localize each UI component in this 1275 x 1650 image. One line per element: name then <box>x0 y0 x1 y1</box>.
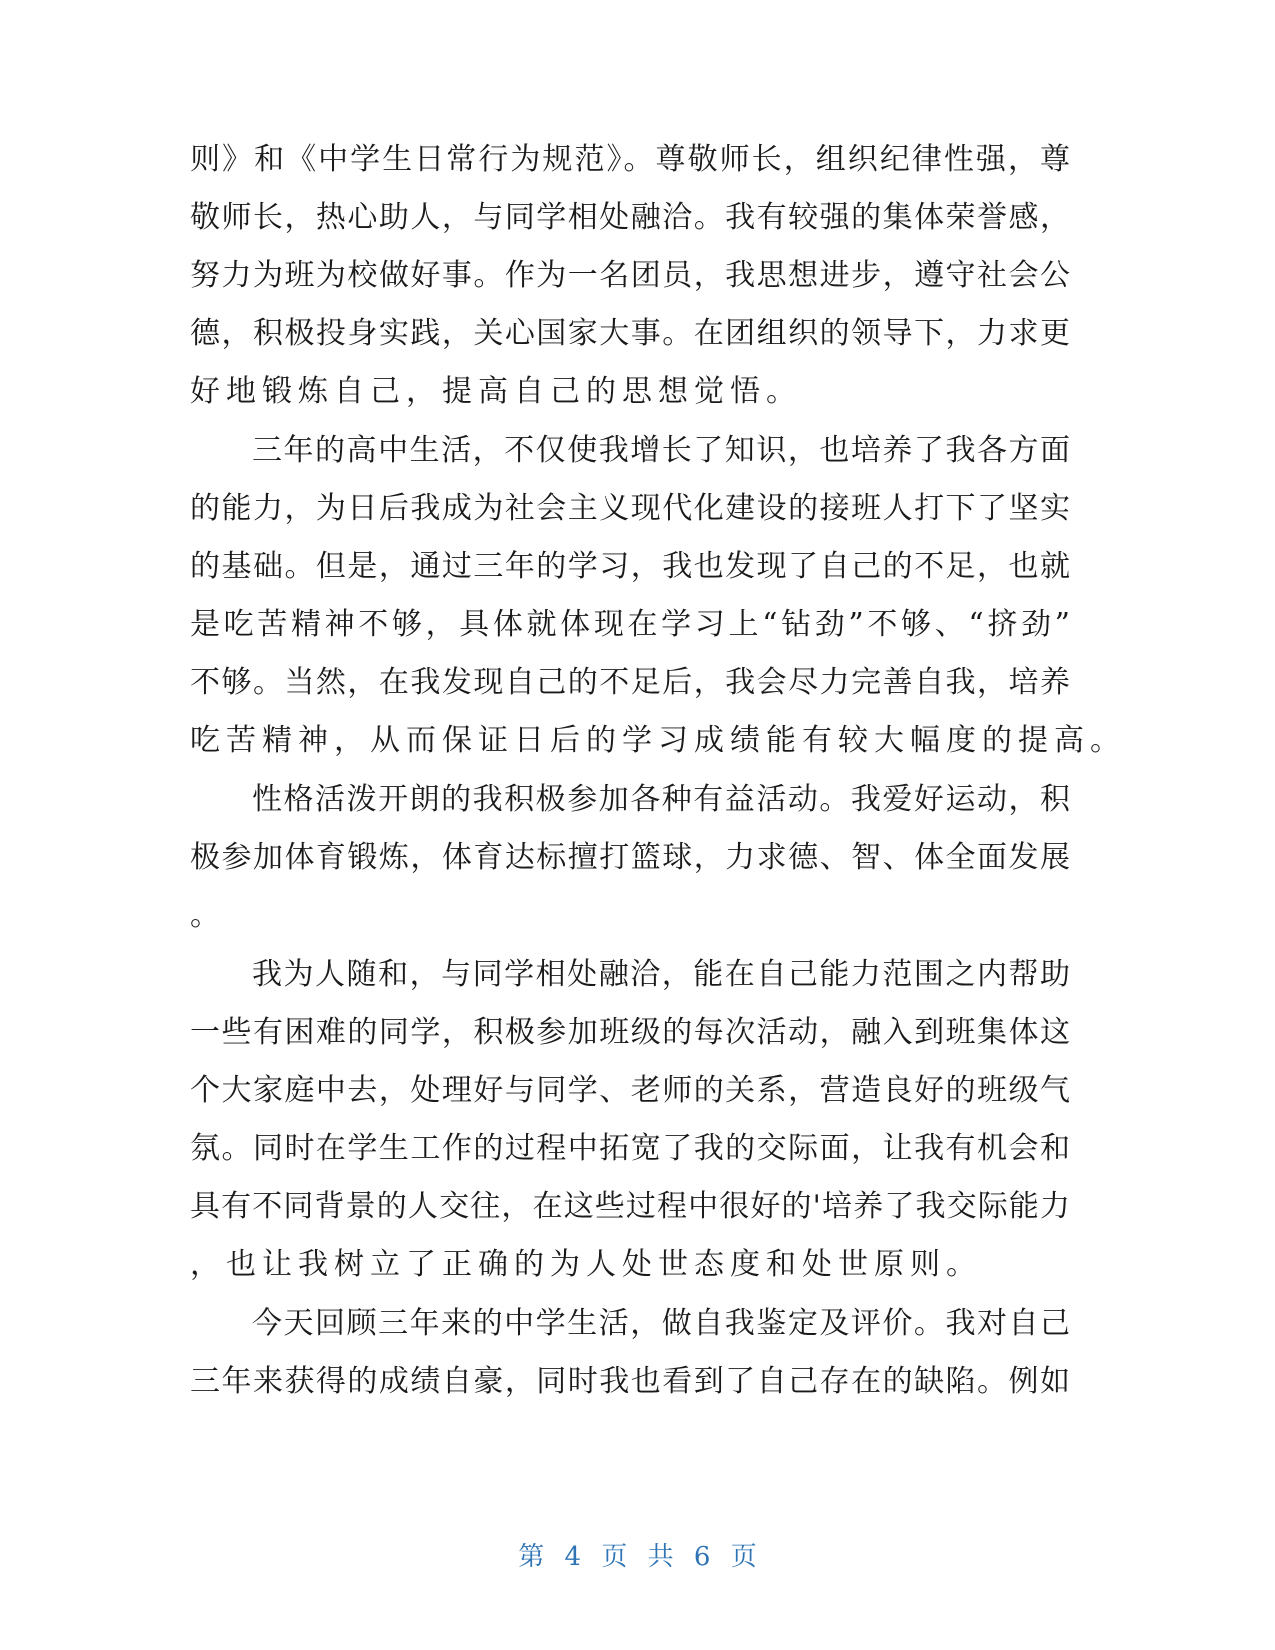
text-line: 努力为班为校做好事。作为一名团员，我思想进步，遵守社会公 <box>190 258 1070 293</box>
text-line: 。 <box>190 898 226 933</box>
paragraph-first-line: 我为人随和，与同学相处融洽，能在自己能力范围之内帮助 <box>252 957 1070 992</box>
text-line: 一些有困难的同学，积极参加班级的每次活动，融入到班集体这 <box>190 1015 1070 1050</box>
text-line: ，也让我树立了正确的为人处世态度和处世原则。 <box>190 1247 982 1282</box>
text-line: 是吃苦精神不够，具体就体现在学习上“钻劲”不够、“挤劲” <box>190 607 1070 642</box>
paragraph-first-line: 今天回顾三年来的中学生活，做自我鉴定及评价。我对自己 <box>252 1306 1070 1341</box>
text-line: 吃苦精神，从而保证日后的学习成绩能有较大幅度的提高。 <box>190 723 1126 758</box>
page-number-footer: 第 4 页 共 6 页 <box>518 1542 757 1572</box>
text-line: 好地锻炼自己，提高自己的思想觉悟。 <box>190 374 802 409</box>
paragraph-first-line: 性格活泼开朗的我积极参加各种有益活动。我爱好运动，积 <box>252 782 1070 817</box>
text-line: 敬师长，热心助人，与同学相处融洽。我有较强的集体荣誉感， <box>190 200 1070 235</box>
text-line: 不够。当然，在我发现自己的不足后，我会尽力完善自我，培养 <box>190 665 1070 700</box>
paragraph-first-line: 三年的高中生活，不仅使我增长了知识，也培养了我各方面 <box>252 433 1070 468</box>
text-line: 极参加体育锻炼，体育达标擅打篮球，力求德、智、体全面发展 <box>190 840 1070 875</box>
text-line: 个大家庭中去，处理好与同学、老师的关系，营造良好的班级气 <box>190 1073 1070 1108</box>
text-line: 三年来获得的成绩自豪，同时我也看到了自己存在的缺陷。例如 <box>190 1364 1070 1399</box>
text-line: 的基础。但是，通过三年的学习，我也发现了自己的不足，也就 <box>190 549 1070 584</box>
text-line: 氛。同时在学生工作的过程中拓宽了我的交际面，让我有机会和 <box>190 1131 1070 1166</box>
text-line: 具有不同背景的人交往，在这些过程中很好的'培养了我交际能力 <box>190 1189 1070 1224</box>
text-line: 的能力，为日后我成为社会主义现代化建设的接班人打下了坚实 <box>190 491 1070 526</box>
text-line: 德，积极投身实践，关心国家大事。在团组织的领导下，力求更 <box>190 316 1070 351</box>
text-line: 则》和《中学生日常行为规范》。尊敬师长，组织纪律性强，尊 <box>190 142 1070 177</box>
